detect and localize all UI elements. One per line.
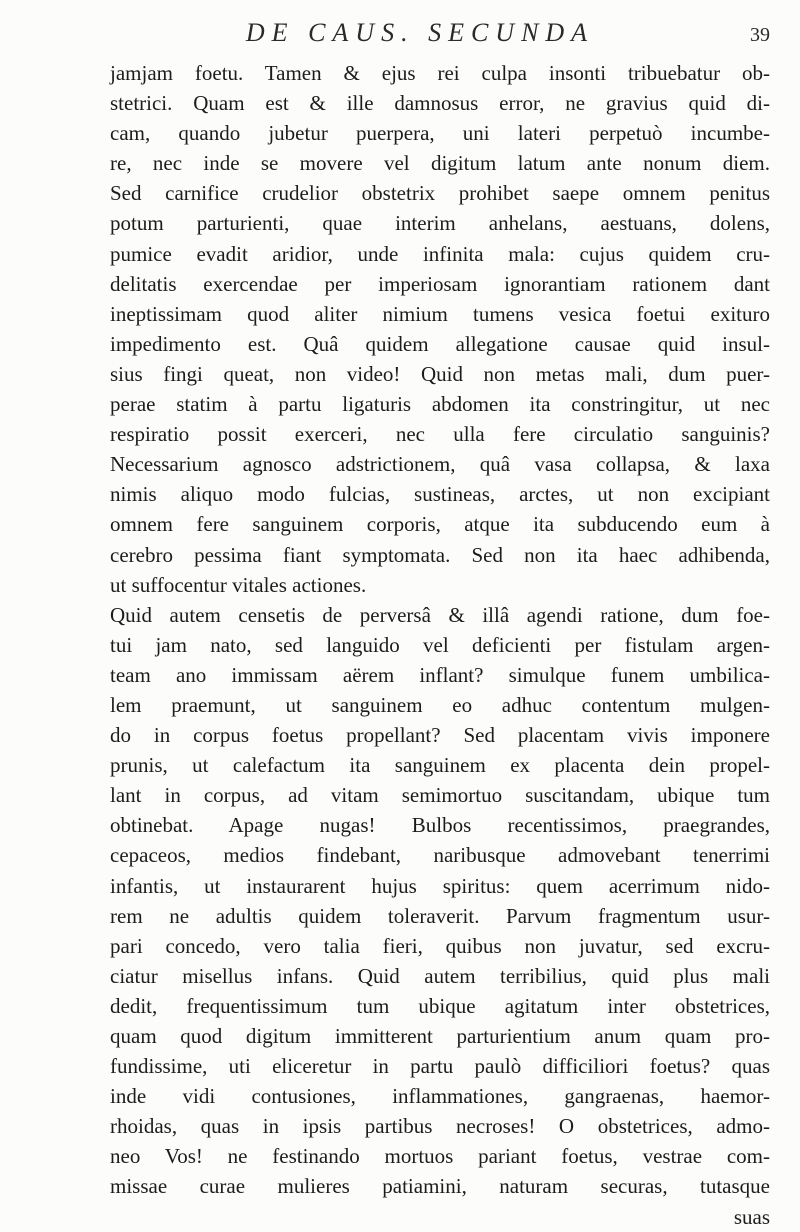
text-line: missae curae mulieres patiamini, naturam securas, tutasque <box>110 1174 770 1199</box>
text-line: potum parturienti, quae interim anhelans, aestuans, dolens, <box>110 211 770 236</box>
text-line: cam, quando jubetur puerpera, uni lateri perpetuò incumbe- <box>110 121 770 146</box>
body-text <box>110 58 770 1232</box>
paragraph-end-line: ut suffocentur vitales actiones. <box>110 572 367 597</box>
text-line: Necessarium agnosco adstrictionem, quâ vasa collapsa, & laxa <box>110 452 770 477</box>
text-line: inde vidi contusiones, inflammationes, gangraenas, haemor- <box>110 1084 770 1109</box>
text-line: omnem fere sanguinem corporis, atque ita subducendo eum à <box>110 512 770 537</box>
text-line: cepaceos, medios findebant, naribusque admovebant tenerrimi <box>110 843 770 868</box>
text-line: re, nec inde se movere vel digitum latum ante nonum diem. <box>110 151 770 176</box>
text-line: cerebro pessima fiant symptomata. Sed non ita haec adhibenda, <box>110 542 770 567</box>
text-line: stetrici. Quam est & ille damnosus error, ne gravius quid di- <box>110 91 770 116</box>
text-line: nimis aliquo modo fulcias, sustineas, arctes, ut non excipiant <box>110 482 770 507</box>
text-line: rhoidas, quas in ipsis partibus necroses! O obstetrices, admo- <box>110 1114 770 1139</box>
text-line: delitatis exercendae per imperiosam ignorantiam rationem dant <box>110 271 770 296</box>
text-line: ineptissimam quod aliter nimium tumens vesica foetui exituro <box>110 301 770 326</box>
text-line: perae statim à partu ligaturis abdomen ita constringitur, ut nec <box>110 392 770 417</box>
running-title: DE CAUS. SECUNDA <box>245 18 595 47</box>
text-line: quam quod digitum immitterent parturientium anum quam pro- <box>110 1024 770 1048</box>
text-line: prunis, ut calefactum ita sanguinem ex placenta dein propel- <box>110 753 770 778</box>
text-line: respiratio possit exerceri, nec ulla fere circulatio sanguinis? <box>110 422 770 447</box>
text-line: infantis, ut instaurarent hujus spiritus: quem acerrimum nido- <box>110 873 770 898</box>
text-line: tui jam nato, sed languido vel deficienti per fistulam argen- <box>110 632 770 657</box>
text-line: jamjam foetu. Tamen & ejus rei culpa insonti tribuebatur ob- <box>110 61 770 85</box>
page-number: 39 <box>750 24 770 46</box>
running-head <box>150 18 690 58</box>
text-line: rem ne adultis quidem toleraverit. Parvum fragmentum usur- <box>110 903 770 928</box>
text-line: dedit, frequentissimum tum ubique agitatum inter obstetrices, <box>110 993 770 1018</box>
text-line: pari concedo, vero talia fieri, quibus non juvatur, sed excru- <box>110 933 770 958</box>
text-line: pumice evadit aridior, unde infinita mala: cujus quidem cru- <box>110 241 770 266</box>
text-line: ciatur misellus infans. Quid autem terribilius, quid plus mali <box>110 963 770 988</box>
text-line: neo Vos! ne festinando mortuos pariant foetus, vestrae com- <box>110 1144 770 1169</box>
text-line: team ano immissam aërem inflant? simulque funem umbilica- <box>110 662 770 687</box>
text-line: obtinebat. Apage nugas! Bulbos recentissimos, praegrandes, <box>110 813 770 838</box>
text-line: impedimento est. Quâ quidem allegatione causae quid insul- <box>110 331 770 356</box>
text-line: Quid autem censetis de perversâ & illâ agendi ratione, dum foe- <box>110 602 770 627</box>
text-line: lant in corpus, ad vitam semimortuo suscitandam, ubique tum <box>110 783 770 808</box>
catchword: suas <box>733 1204 770 1229</box>
text-line: lem praemunt, ut sanguinem eo adhuc contentum mulgen- <box>110 692 770 717</box>
text-line: Sed carnifice crudelior obstetrix prohibet saepe omnem penitus <box>110 181 770 206</box>
text-line: do in corpus foetus propellant? Sed placentam vivis imponere <box>110 723 770 748</box>
text-line: fundissime, uti eliceretur in partu paulò difficiliori foetus? quas <box>110 1054 770 1079</box>
text-line: sius fingi queat, non video! Quid non metas mali, dum puer- <box>110 361 770 386</box>
